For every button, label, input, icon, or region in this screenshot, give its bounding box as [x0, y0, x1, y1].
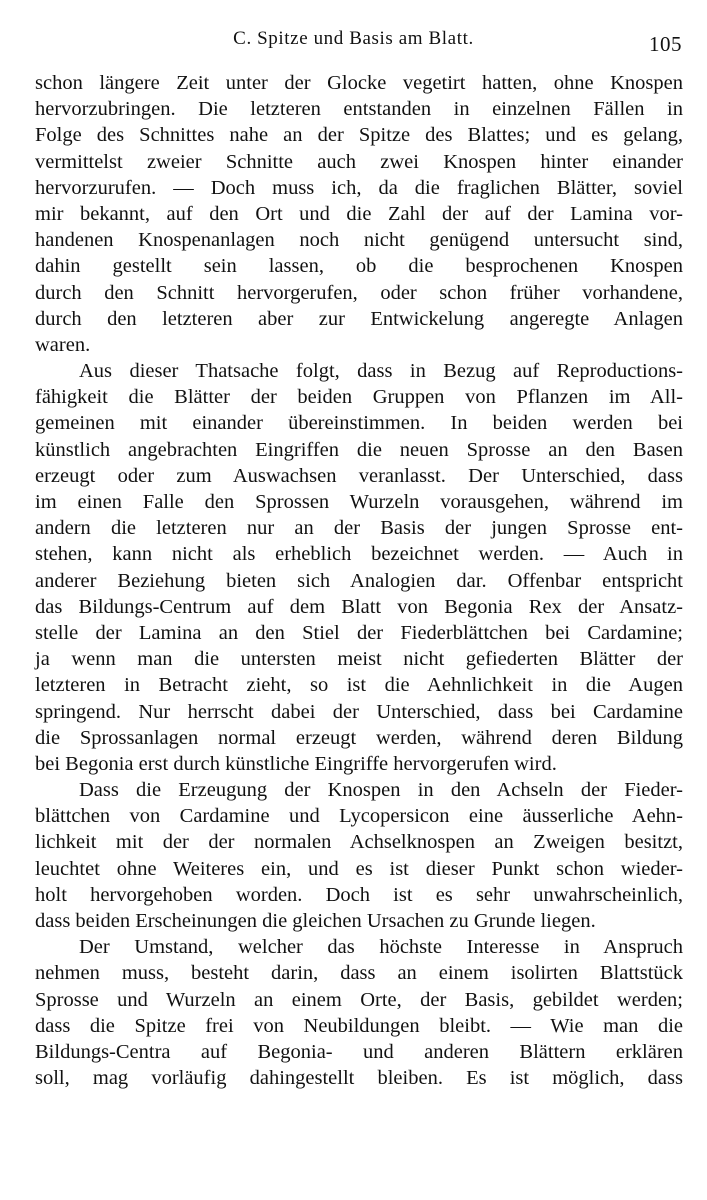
body-text — [35, 70, 683, 1091]
text-line: Aus dieser Thatsache folgt, dass in Bezug auf Reproductions- — [79, 360, 683, 383]
text-line: erzeugt oder zum Auswachsen veranlasst. Der Unterschied, dass — [35, 464, 683, 487]
text-line: andern die letzteren nur an der Basis der jungen Sprosse ent- — [35, 517, 683, 540]
text-line: Bildungs-Centra auf Begonia- und anderen Blättern erklären — [35, 1040, 683, 1063]
text-line: Der Umstand, welcher das höchste Interesse in Anspruch — [79, 936, 683, 959]
text-line: künstlich angebrachten Eingriffen die neuen Sprosse an den Basen — [35, 438, 683, 461]
text-line: lichkeit mit der der normalen Achselknospen an Zweigen besitzt, — [35, 831, 683, 854]
text-line: das Bildungs-Centrum auf dem Blatt von Begonia Rex der Ansatz- — [35, 595, 683, 618]
running-head: C. Spitze und Basis am Blatt. — [233, 28, 474, 49]
paragraph-4 — [35, 934, 683, 1091]
text-line: springend. Nur herrscht dabei der Unterschied, dass bei Cardamine — [35, 700, 683, 723]
text-line: stehen, kann nicht als erheblich bezeichnet werden. — Auch in — [35, 543, 683, 566]
paragraph-1 — [35, 70, 683, 358]
text-line: holt hervorgehoben worden. Doch ist es sehr unwahrscheinlich, — [35, 883, 683, 906]
text-line: anderer Beziehung bieten sich Analogien dar. Offenbar entspricht — [35, 569, 683, 592]
text-line: bei Begonia erst durch künstliche Eingriffe hervorgerufen wird. — [35, 752, 557, 775]
page-header — [0, 28, 707, 58]
text-line: dass beiden Erscheinungen die gleichen Ursachen zu Grunde liegen. — [35, 910, 596, 932]
text-line: dass die Spitze frei von Neubildungen bleibt. — Wie man die — [35, 1014, 683, 1037]
text-line: im einen Falle den Sprossen Wurzeln vorausgehen, während im — [35, 491, 683, 513]
text-line: soll, mag vorläufig dahingestellt bleiben. Es ist möglich, dass — [35, 1067, 683, 1090]
text-line: Sprosse und Wurzeln an einem Orte, der Basis, gebildet werden; — [35, 988, 683, 1011]
text-line: hervorzubringen. Die letzteren entstanden in einzelnen Fällen in — [35, 98, 683, 121]
page-number: 105 — [649, 32, 682, 56]
text-line: gemeinen mit einander übereinstimmen. In beiden werden bei — [35, 412, 683, 435]
text-line: schon längere Zeit unter der Glocke vegetirt hatten, ohne Knospen — [35, 72, 683, 94]
text-line: waren. — [35, 333, 91, 356]
text-line: vermittelst zweier Schnitte auch zwei Knospen hinter einander — [35, 150, 683, 173]
text-line: durch den Schnitt hervorgerufen, oder schon früher vorhandene, — [35, 281, 683, 304]
text-line: die Sprossanlagen normal erzeugt werden, während deren Bildung — [35, 726, 683, 749]
text-line: hervorzurufen. — Doch muss ich, da die fraglichen Blätter, soviel — [35, 176, 683, 199]
text-line: dahin gestellt sein lassen, ob die besprochenen Knospen — [35, 255, 683, 278]
text-line: handenen Knospenanlagen noch nicht genügend untersucht sind, — [35, 229, 683, 252]
text-line: stelle der Lamina an den Stiel der Fiederblättchen bei Cardamine; — [35, 621, 683, 644]
text-line: Dass die Erzeugung der Knospen in den Achseln der Fieder- — [79, 779, 683, 802]
text-line: durch den letzteren aber zur Entwickelung angeregte Anlagen — [35, 307, 683, 330]
text-line: leuchtet ohne Weiteres ein, und es ist dieser Punkt schon wieder- — [35, 857, 683, 880]
text-line: blättchen von Cardamine und Lycopersicon eine äusserliche Aehn- — [35, 805, 683, 828]
text-line: Folge des Schnittes nahe an der Spitze des Blattes; und es gelang, — [35, 124, 683, 147]
paragraph-3 — [35, 777, 683, 934]
text-line: nehmen muss, besteht darin, dass an einem isolirten Blattstück — [35, 962, 683, 985]
text-line: fähigkeit die Blätter der beiden Gruppen von Pflanzen im All- — [35, 386, 683, 409]
text-line: letzteren in Betracht zieht, so ist die Aehnlichkeit in die Augen — [35, 674, 683, 697]
text-line: mir bekannt, auf den Ort und die Zahl der auf der Lamina vor- — [35, 202, 683, 225]
text-line: ja wenn man die untersten meist nicht gefiederten Blätter der — [35, 648, 683, 671]
paragraph-2 — [35, 358, 683, 777]
